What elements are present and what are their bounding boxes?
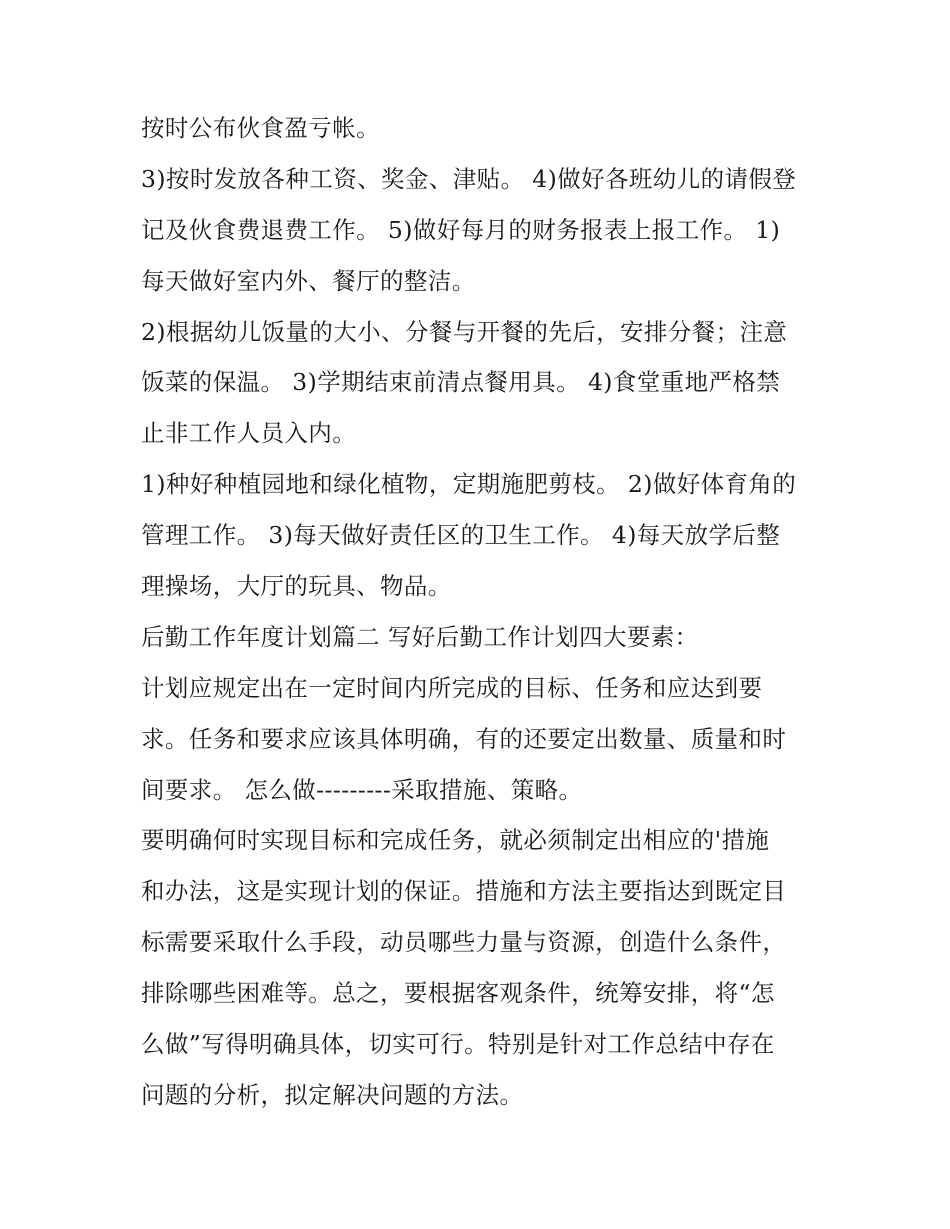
text-line: 理操场，大厅的玩具、物品。: [141, 572, 452, 601]
text-line: 问题的分析，拟定解决问题的方法。: [141, 1080, 524, 1109]
text-line: 排除哪些困难等。总之，要根据客观条件，统筹安排，将“怎: [141, 979, 775, 1008]
text-line: 3)按时发放各种工资、奖金、津贴。 4)做好各班幼儿的请假登: [141, 164, 797, 193]
text-line: 和办法，这是实现计划的保证。措施和方法主要指达到既定目: [141, 877, 787, 906]
text-line: 记及伙食费退费工作。 5)做好每月的财务报表上报工作。 1): [141, 215, 781, 244]
section-heading: 后勤工作年度计划篇二 写好后勤工作计划四大要素：: [141, 622, 699, 651]
text-line: 饭菜的保温。 3)学期结束前清点餐用具。 4)食堂重地严格禁: [141, 368, 781, 397]
text-line: 要明确何时实现目标和完成任务，就必须制定出相应的'措施: [141, 826, 770, 855]
text-line: 2)根据幼儿饭量的大小、分餐与开餐的先后，安排分餐；注意: [141, 317, 788, 346]
text-line: 每天做好室内外、餐厅的整洁。: [141, 266, 476, 295]
text-line: 按时公布伙食盈亏帐。: [141, 114, 380, 142]
document-body: [141, 103, 821, 1121]
text-line: 管理工作。 3)每天做好责任区的卫生工作。 4)每天放学后整: [141, 521, 781, 550]
text-line: 1)种好种植园地和绿化植物，定期施肥剪枝。 2)做好体育角的: [141, 470, 797, 499]
text-line: 止非工作人员入内。: [141, 419, 357, 448]
text-line: 么做”写得明确具体，切实可行。特别是针对工作总结中存在: [141, 1030, 775, 1059]
text-line: 计划应规定出在一定时间内所完成的目标、任务和应达到要: [141, 673, 763, 702]
text-line: 标需要采取什么手段，动员哪些力量与资源，创造什么条件，: [141, 928, 787, 957]
text-line: 求。任务和要求应该具体明确，有的还要定出数量、质量和时: [141, 724, 787, 753]
text-line: 间要求。 怎么做---------采取措施、策略。: [141, 775, 583, 804]
